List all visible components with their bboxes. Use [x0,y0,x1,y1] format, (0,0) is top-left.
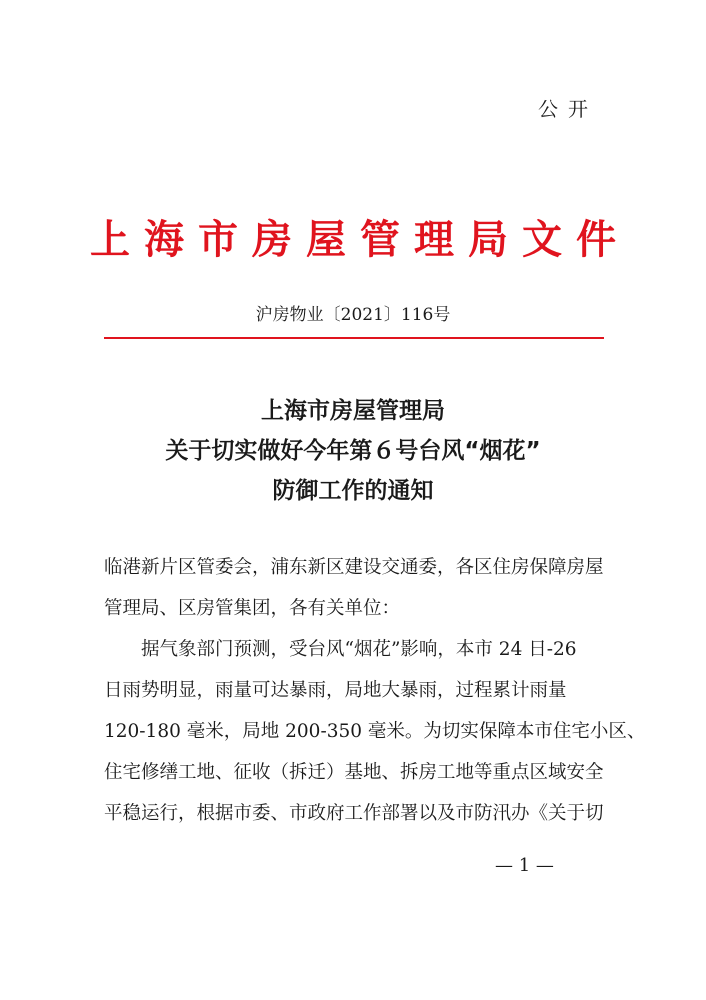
body-line-5: 平稳运行，根据市委、市政府工作部署以及市防汛办《关于切 [104,803,604,824]
red-separator-line [104,337,604,339]
body-line-2: 日雨势明显，雨量可达暴雨，局地大暴雨，过程累计雨量 [104,680,567,701]
document-header: 上海市房屋管理局文件 [90,217,630,263]
title-line-3: 防御工作的通知 [272,478,434,504]
disclosure-label: 公开 [538,97,598,121]
document-number: 沪房物业〔2021〕116号 [255,305,451,325]
page-number: — 1 — [495,855,554,876]
recipients-line-1: 临港新片区管委会，浦东新区建设交通委，各区住房保障房屋 [104,557,604,578]
title-line-1: 上海市房屋管理局 [261,398,445,424]
recipients-line-2: 管理局、区房管集团，各有关单位： [104,598,401,619]
body-line-3: 120-180 毫米，局地 200-350 毫米。为切实保障本市住宅小区、 [104,721,646,742]
body-line-4: 住宅修缮工地、征收（拆迁）基地、拆房工地等重点区域安全 [104,762,604,783]
title-line-2: 关于切实做好今年第６号台风“烟花” [165,438,541,464]
body-line-1: 据气象部门预测，受台风“烟花”影响，本市 24 日-26 [104,639,577,660]
